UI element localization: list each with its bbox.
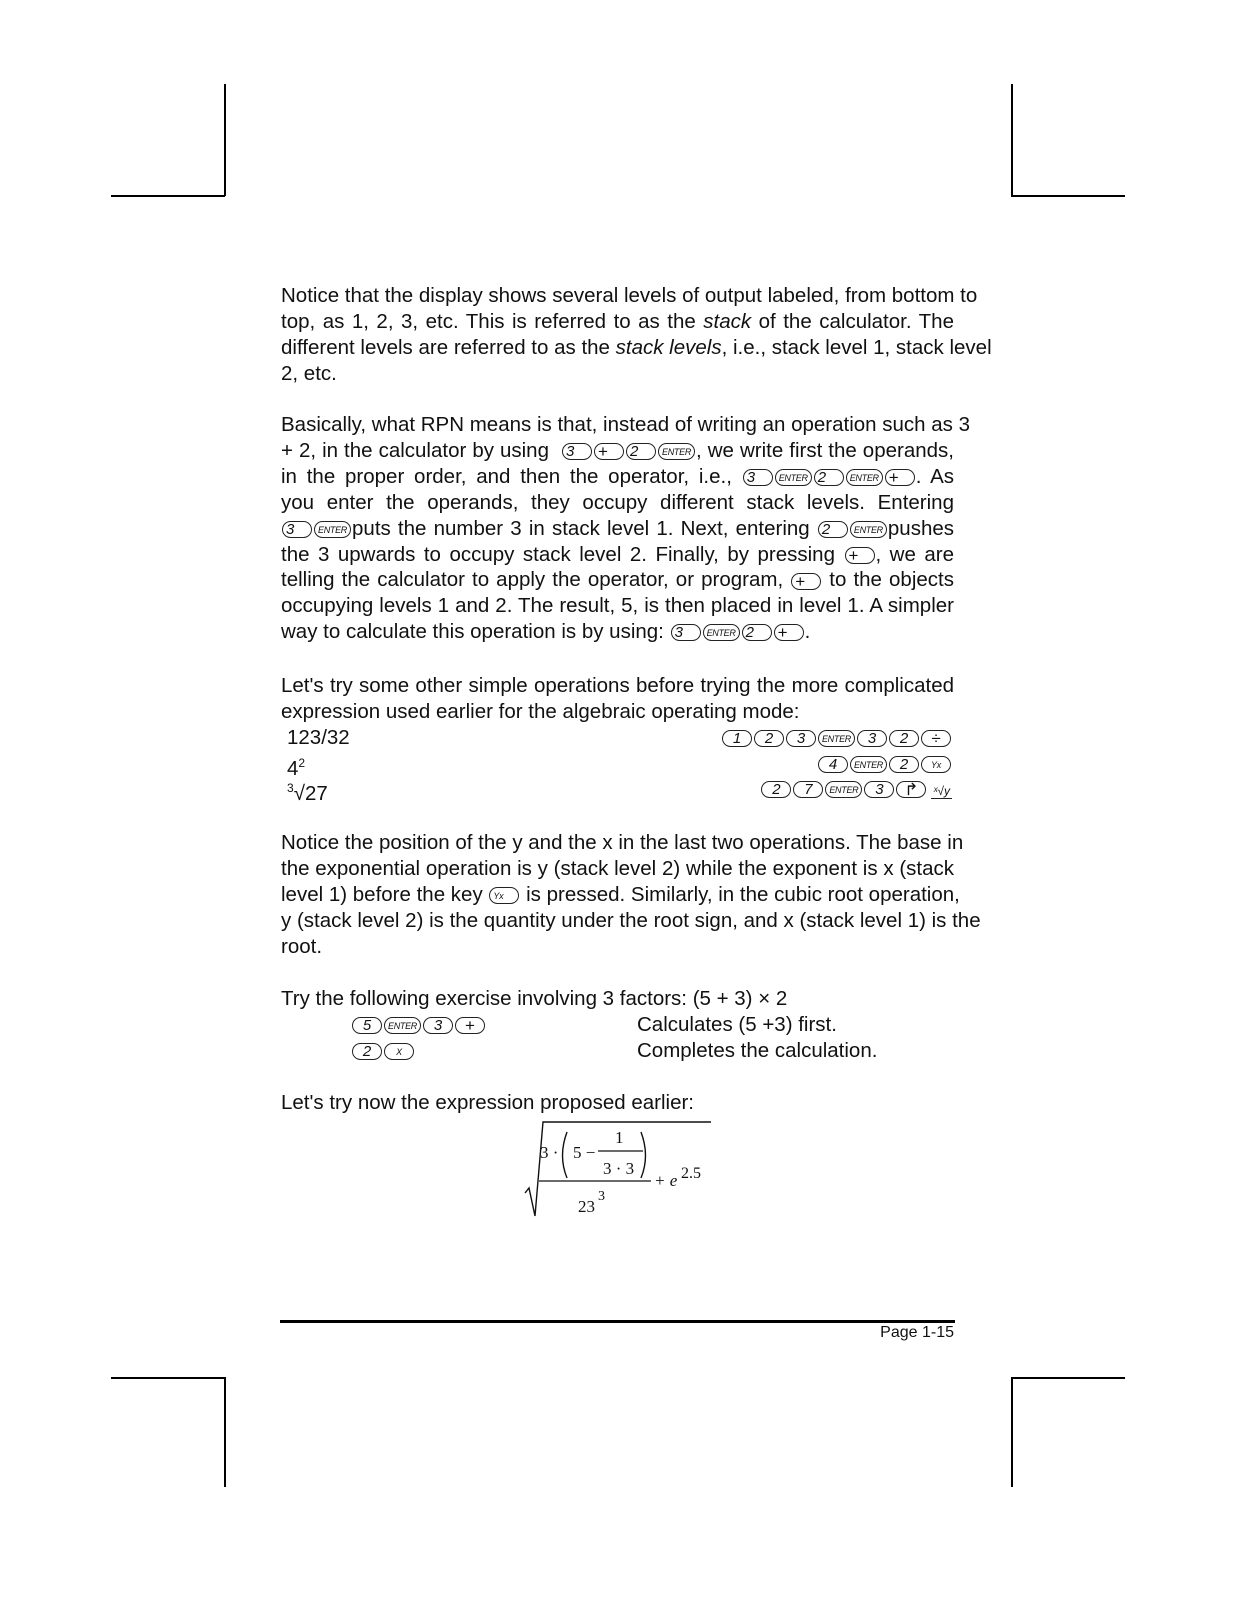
text-line: 2, etc. bbox=[281, 361, 337, 385]
example-expression: 123/32 bbox=[287, 726, 350, 749]
page-number: Page 1-15 bbox=[880, 1324, 954, 1341]
exercise-desc-1: Calculates (5 +3) first. bbox=[637, 1013, 837, 1036]
paren-left bbox=[563, 1132, 568, 1178]
key-2: 2 bbox=[814, 469, 844, 486]
key-2: 2 bbox=[352, 1043, 382, 1060]
key-3: 3 bbox=[671, 624, 701, 641]
text-line: Let's try now the expression proposed earlier: bbox=[281, 1091, 694, 1114]
crop-mark-bottom-right-v bbox=[1011, 1377, 1013, 1487]
key-7: 7 bbox=[793, 781, 823, 798]
key-enter: ENTER bbox=[850, 756, 887, 773]
crop-mark-top-left-h bbox=[111, 195, 225, 197]
numerator-1: 1 bbox=[615, 1128, 624, 1147]
key-2: 2 bbox=[889, 756, 919, 773]
key-plus: + bbox=[774, 624, 804, 641]
text-line: Notice that the display shows several levels of output labeled, from bottom to bbox=[281, 284, 978, 307]
paragraph-xy-positions bbox=[281, 830, 981, 960]
key-times: X bbox=[384, 1043, 414, 1060]
key-2: 2 bbox=[626, 443, 656, 460]
key-enter: ENTER bbox=[818, 730, 855, 747]
text-line: Basically, what RPN means is that, instead of writing an operation such as 3 bbox=[281, 413, 970, 436]
xroot-label: ˣ√y bbox=[933, 784, 950, 798]
crop-mark-bottom-right-h bbox=[1011, 1377, 1125, 1379]
key-3: 3 bbox=[864, 781, 894, 798]
key-enter: ENTER bbox=[703, 624, 740, 641]
crop-mark-bottom-left-h bbox=[111, 1377, 225, 1379]
keystroke-sequence bbox=[680, 751, 952, 776]
text-line: telling the calculator to apply the operator, or program, + to the objects bbox=[281, 568, 954, 592]
example-row-cuberoot bbox=[0, 776, 1237, 805]
key-enter: ENTER bbox=[384, 1017, 421, 1034]
key-plus: + bbox=[455, 1017, 485, 1034]
text-line: the exponential operation is y (stack level 2) while the exponent is x (stack bbox=[281, 856, 954, 880]
key-2: 2 bbox=[761, 781, 791, 798]
exercise-keys-1 bbox=[351, 1012, 486, 1037]
key-3: 3 bbox=[857, 730, 887, 747]
text-line: y (stack level 2) is the quantity under the root sign, and x (stack level 1) is the bbox=[281, 908, 981, 932]
exponent-2-5: 2.5 bbox=[681, 1165, 701, 1182]
example-expression: $4^2$ bbox=[287, 756, 306, 780]
paragraph-expression-intro bbox=[281, 1090, 954, 1116]
text-line: root. bbox=[281, 934, 323, 958]
key-3: 3 bbox=[743, 469, 773, 486]
text-line: different levels are referred to as the stack levels, i.e., stack level 1, stack level bbox=[281, 335, 992, 359]
text-line: Try the following exercise involving 3 factors: (5 + 3) × 2 bbox=[281, 987, 788, 1010]
example-expression: $^3$√27 bbox=[287, 781, 328, 805]
key-enter: ENTER bbox=[846, 469, 883, 486]
key-plus: + bbox=[885, 469, 915, 486]
key-enter: ENTER bbox=[775, 469, 812, 486]
text-line: Notice the position of the y and the x in the last two operations. The base in bbox=[281, 831, 964, 854]
key-plus: + bbox=[594, 443, 624, 460]
crop-mark-top-left-v bbox=[224, 84, 226, 196]
exercise-keys-2 bbox=[351, 1038, 415, 1063]
exercise-desc-2: Completes the calculation. bbox=[637, 1039, 878, 1062]
keystroke-sequence bbox=[680, 725, 952, 750]
key-2: 2 bbox=[742, 624, 772, 641]
key-enter: ENTER bbox=[850, 521, 887, 538]
paragraph-stack-intro bbox=[281, 283, 992, 387]
key-enter: ENTER bbox=[658, 443, 695, 460]
key-5: 5 bbox=[352, 1017, 382, 1034]
key-3: 3 bbox=[423, 1017, 453, 1034]
crop-mark-top-right-h bbox=[1011, 195, 1125, 197]
text-line: 3 ENTER puts the number 3 in stack level 1. Next, entering 2 ENTER pushes bbox=[281, 516, 954, 542]
key-plus: + bbox=[845, 547, 875, 564]
key-divide: ÷ bbox=[921, 730, 951, 747]
crop-mark-top-right-v bbox=[1011, 84, 1013, 196]
text-line: Let's try some other simple operations before trying the more complicated bbox=[281, 674, 954, 697]
text-line: in the proper order, and then the operator, i.e., 3 ENTER 2 ENTER + . As bbox=[281, 464, 954, 488]
footer-rule bbox=[280, 1320, 955, 1323]
text-line: way to calculate this operation is by using: 3 ENTER 2 + . bbox=[281, 620, 811, 644]
key-1: 1 bbox=[722, 730, 752, 747]
paren-right bbox=[641, 1132, 646, 1178]
paragraph-rpn-explanation bbox=[281, 412, 970, 645]
example-row-power bbox=[0, 751, 1237, 780]
key-3: 3 bbox=[282, 521, 312, 538]
key-2: 2 bbox=[754, 730, 784, 747]
text-line: top, as 1, 2, 3, etc. This is referred to as the stack of the calculator. The bbox=[281, 309, 954, 333]
text-line: + 2, in the calculator by using 3 + 2 ENTER , we write first the operands, bbox=[281, 438, 954, 462]
text-line: occupying levels 1 and 2. The result, 5, is then placed in level 1. A simpler bbox=[281, 594, 954, 618]
key-3: 3 bbox=[562, 443, 592, 460]
example-row-division bbox=[0, 725, 1237, 750]
text-line: the 3 upwards to occupy stack level 2. Finally, by pressing + , we are bbox=[281, 542, 955, 566]
key-2: 2 bbox=[818, 521, 848, 538]
paragraph-simple-ops bbox=[281, 673, 954, 725]
key-enter: ENTER bbox=[825, 781, 862, 798]
crop-mark-bottom-left-v bbox=[224, 1377, 226, 1487]
math-formula bbox=[523, 1118, 713, 1218]
key-4: 4 bbox=[818, 756, 848, 773]
plus-e: + e bbox=[654, 1171, 678, 1190]
term-5: 5 − bbox=[573, 1143, 596, 1162]
keystroke-sequence bbox=[680, 776, 952, 804]
denominator-23: 23 bbox=[578, 1197, 595, 1216]
key-enter: ENTER bbox=[314, 521, 351, 538]
text-line: expression used earlier for the algebraic operating mode: bbox=[281, 699, 800, 723]
key-right-shift: ↱ bbox=[896, 781, 926, 798]
key-3: 3 bbox=[786, 730, 816, 747]
key-y-power-x: Yx bbox=[921, 756, 951, 773]
denominator-3x3: 3 · 3 bbox=[603, 1159, 635, 1178]
coef-3: 3 · bbox=[540, 1143, 559, 1162]
key-plus: + bbox=[791, 573, 821, 590]
key-2: 2 bbox=[889, 730, 919, 747]
text-line: you enter the operands, they occupy different stack levels. Entering bbox=[281, 490, 954, 514]
exponent-3: 3 bbox=[598, 1189, 605, 1204]
text-line: level 1) before the key Yx is pressed. Similarly, in the cubic root operation, bbox=[281, 882, 960, 906]
key-y-power-x: Yx bbox=[489, 887, 519, 904]
paragraph-exercise bbox=[281, 986, 954, 1012]
